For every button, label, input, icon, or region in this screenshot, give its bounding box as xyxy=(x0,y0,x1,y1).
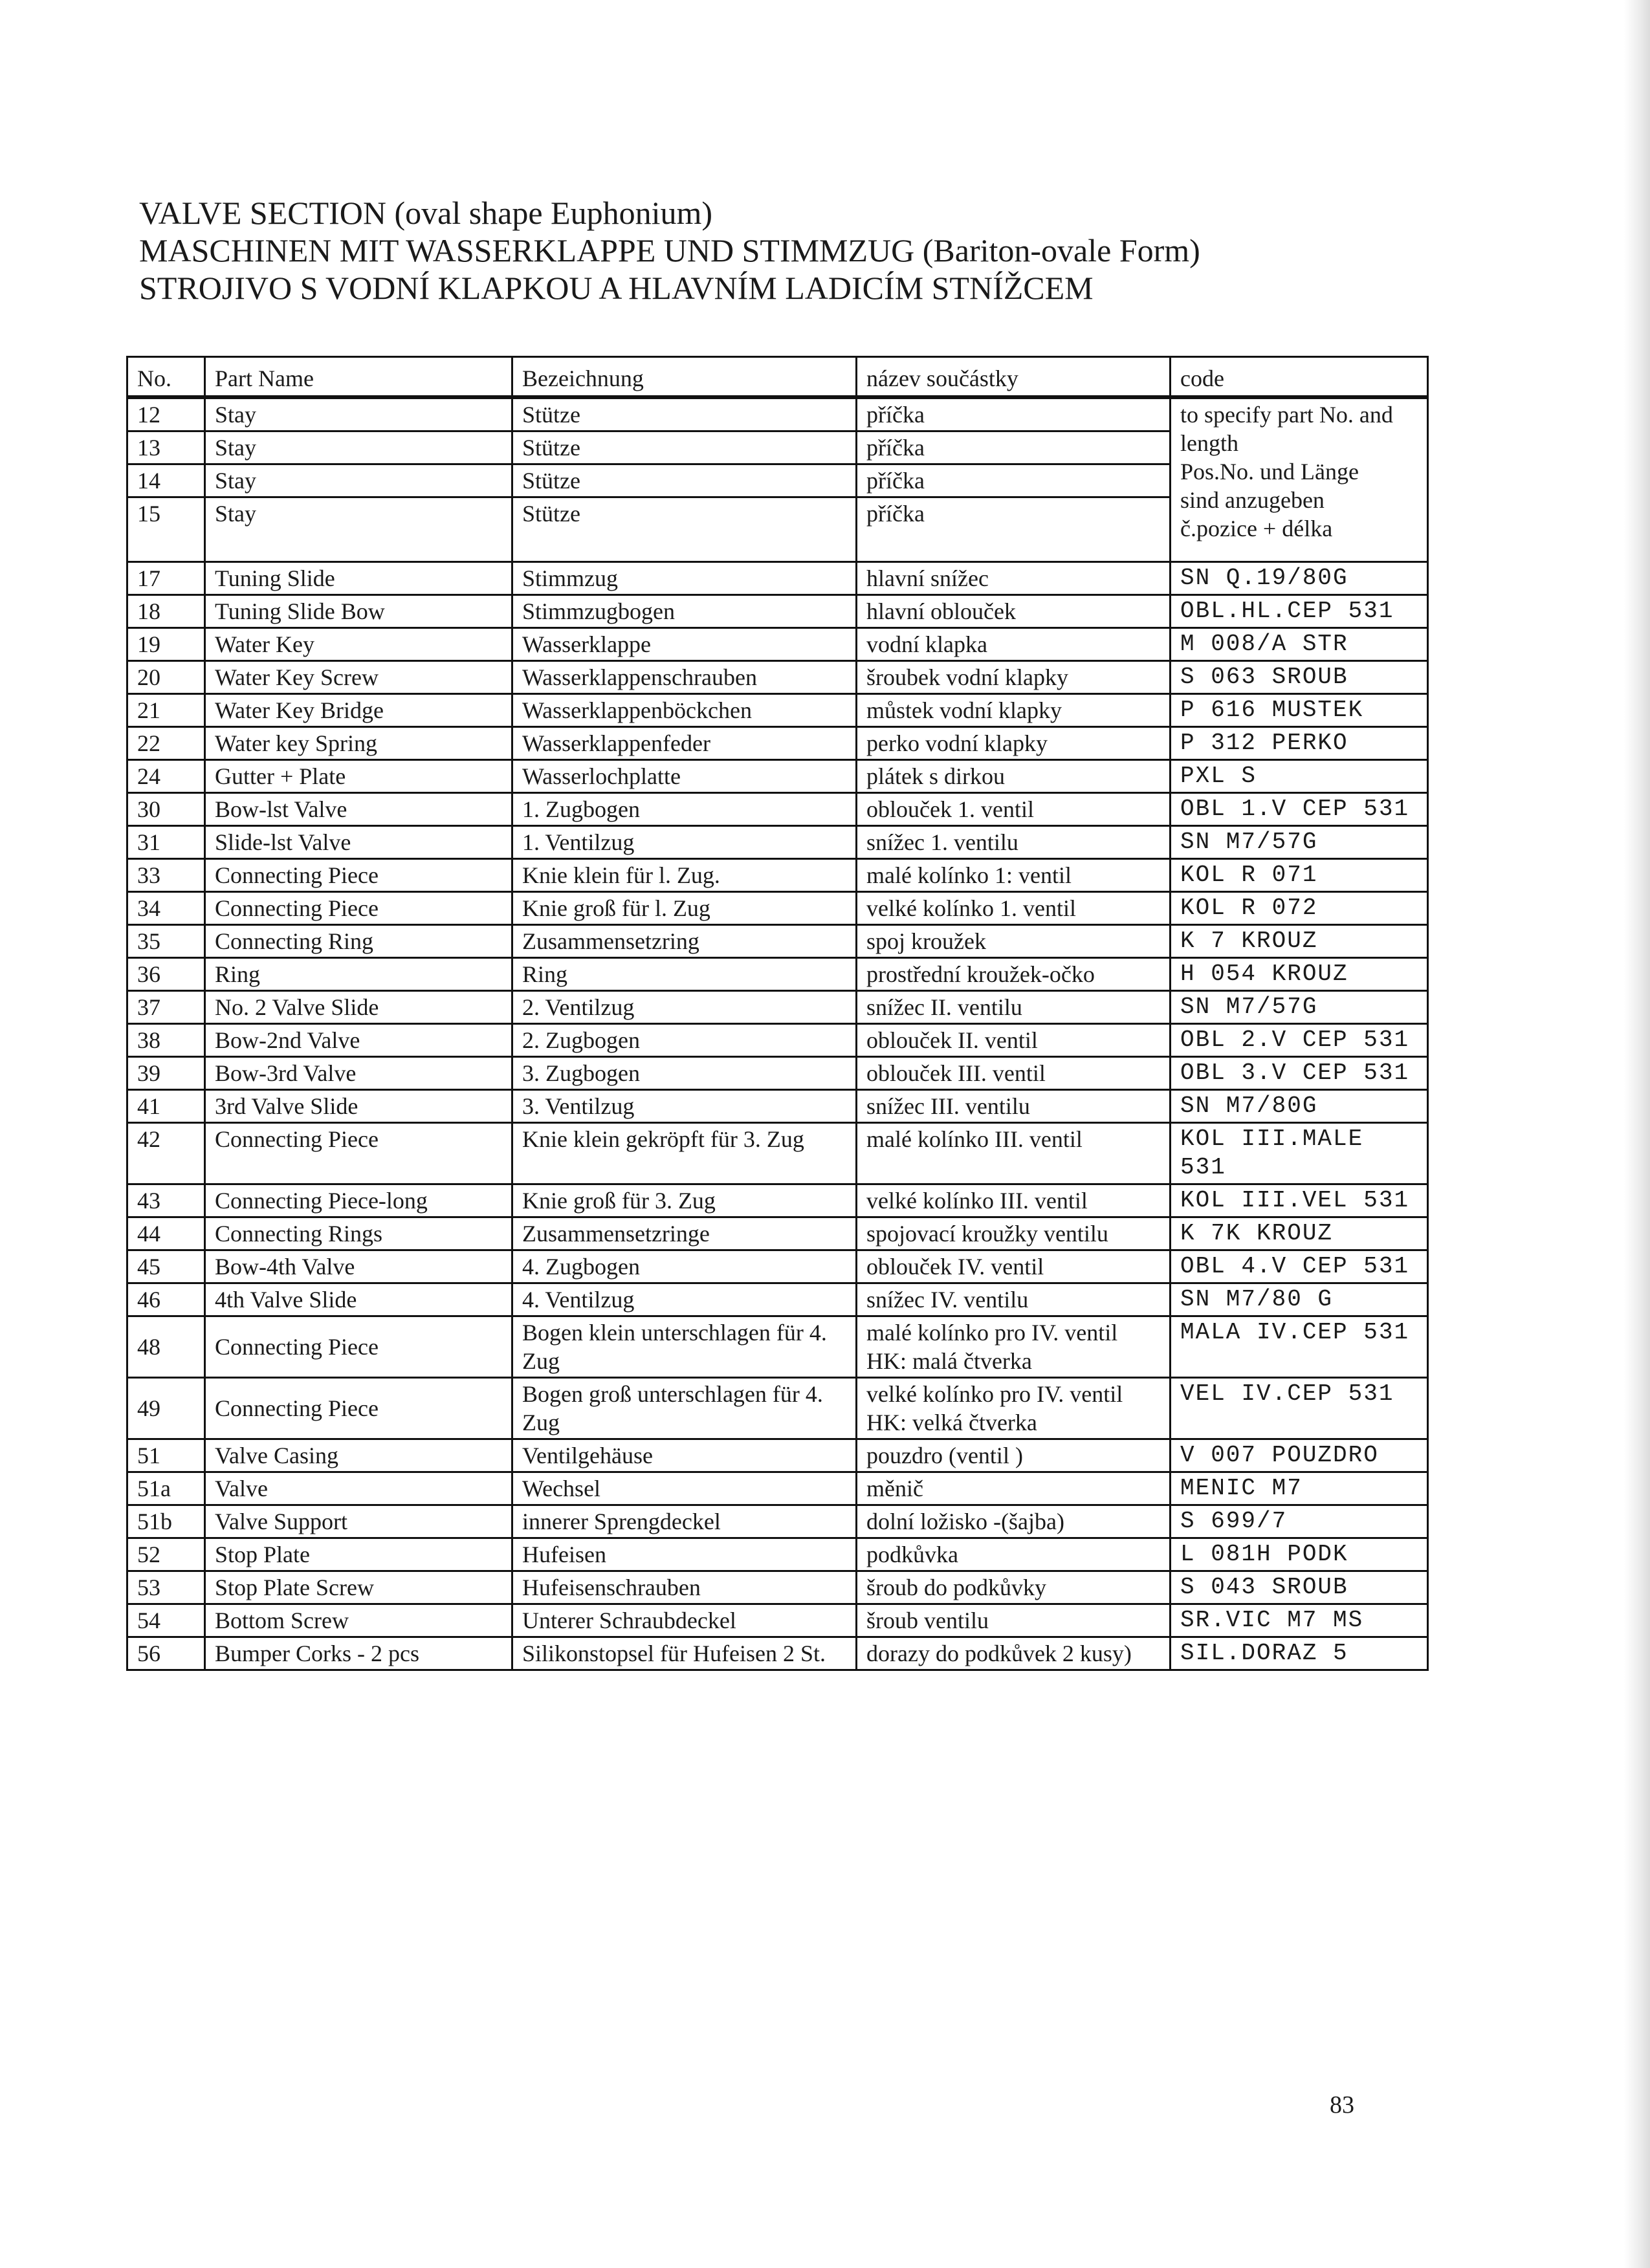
cell-code: OBL 1.V CEP 531 xyxy=(1171,793,1428,826)
parts-table-body xyxy=(127,397,1428,1670)
cell-code: P 616 MUSTEK xyxy=(1171,694,1428,727)
cell-nazev: hlavní oblouček xyxy=(857,595,1171,628)
cell-no: 53 xyxy=(127,1571,205,1604)
table-row xyxy=(127,628,1428,661)
cell-nazev: oblouček 1. ventil xyxy=(857,793,1171,826)
cell-part-name: Connecting Ring xyxy=(205,925,512,958)
cell-no: 44 xyxy=(127,1217,205,1250)
cell-no: 35 xyxy=(127,925,205,958)
table-row xyxy=(127,892,1428,925)
cell-nazev: oblouček II. ventil xyxy=(857,1024,1171,1057)
cell-nazev: malé kolínko pro IV. ventil HK: malá čtverka xyxy=(857,1316,1171,1378)
cell-bezeichnung: Wasserklappe xyxy=(512,628,857,661)
cell-no: 15 xyxy=(127,497,205,562)
cell-no: 41 xyxy=(127,1090,205,1123)
cell-no: 46 xyxy=(127,1283,205,1316)
table-row xyxy=(127,1024,1428,1057)
cell-nazev: plátek s dirkou xyxy=(857,760,1171,793)
cell-no: 34 xyxy=(127,892,205,925)
cell-code: PXL S xyxy=(1171,760,1428,793)
cell-code: SN M7/57G xyxy=(1171,826,1428,859)
cell-code: SIL.DORAZ 5 xyxy=(1171,1637,1428,1670)
cell-part-name: Water Key Screw xyxy=(205,661,512,694)
table-row xyxy=(127,727,1428,760)
cell-nazev: pouzdro (ventil ) xyxy=(857,1439,1171,1472)
cell-part-name: Valve Casing xyxy=(205,1439,512,1472)
cell-part-name: Connecting Piece xyxy=(205,1316,512,1378)
cell-part-name: Connecting Piece xyxy=(205,859,512,892)
table-row xyxy=(127,1378,1428,1439)
cell-bezeichnung: Stimmzug xyxy=(512,562,857,595)
cell-nazev: dorazy do podkůvek 2 kusy) xyxy=(857,1637,1171,1670)
cell-nazev: příčka xyxy=(857,397,1171,431)
cell-no: 30 xyxy=(127,793,205,826)
cell-code: S 699/7 xyxy=(1171,1505,1428,1538)
cell-code: SN M7/57G xyxy=(1171,991,1428,1024)
header-nazev: název součástky xyxy=(857,357,1171,398)
cell-bezeichnung: Wechsel xyxy=(512,1472,857,1505)
cell-code-note xyxy=(1171,397,1428,562)
cell-nazev: hlavní snížec xyxy=(857,562,1171,595)
cell-no: 20 xyxy=(127,661,205,694)
cell-bezeichnung: Wasserlochplatte xyxy=(512,760,857,793)
table-row xyxy=(127,661,1428,694)
header-no: No. xyxy=(127,357,205,398)
cell-no: 22 xyxy=(127,727,205,760)
cell-bezeichnung: 3. Ventilzug xyxy=(512,1090,857,1123)
cell-part-name: Bottom Screw xyxy=(205,1604,512,1637)
title-german: MASCHINEN MIT WASSERKLAPPE UND STIMMZUG (Bariton-ovale Form) xyxy=(139,232,1200,268)
cell-bezeichnung: Knie klein gekröpft für 3. Zug xyxy=(512,1123,857,1184)
cell-no: 51b xyxy=(127,1505,205,1538)
cell-no: 52 xyxy=(127,1538,205,1571)
cell-no: 38 xyxy=(127,1024,205,1057)
table-row xyxy=(127,1637,1428,1670)
table-row xyxy=(127,1472,1428,1505)
cell-part-name: Stay xyxy=(205,464,512,497)
cell-nazev: měnič xyxy=(857,1472,1171,1505)
cell-nazev: podkůvka xyxy=(857,1538,1171,1571)
cell-no: 18 xyxy=(127,595,205,628)
code-note-line: to specify part No. and xyxy=(1180,402,1393,428)
cell-part-name: Stay xyxy=(205,397,512,431)
cell-part-name: Stay xyxy=(205,497,512,562)
cell-bezeichnung: Bogen groß unterschlagen für 4. Zug xyxy=(512,1378,857,1439)
cell-no: 17 xyxy=(127,562,205,595)
table-row xyxy=(127,1217,1428,1250)
header-part-name: Part Name xyxy=(205,357,512,398)
cell-nazev: spoj kroužek xyxy=(857,925,1171,958)
cell-nazev: malé kolínko 1: ventil xyxy=(857,859,1171,892)
cell-no: 51a xyxy=(127,1472,205,1505)
cell-code: MENIC M7 xyxy=(1171,1472,1428,1505)
cell-bezeichnung: Stütze xyxy=(512,497,857,562)
cell-code: S 043 SROUB xyxy=(1171,1571,1428,1604)
cell-part-name: Bumper Corks - 2 pcs xyxy=(205,1637,512,1670)
cell-bezeichnung: 2. Ventilzug xyxy=(512,991,857,1024)
cell-bezeichnung: Hufeisen xyxy=(512,1538,857,1571)
cell-bezeichnung: Wasserklappenböckchen xyxy=(512,694,857,727)
cell-no: 43 xyxy=(127,1184,205,1217)
cell-code: H 054 KROUZ xyxy=(1171,958,1428,991)
cell-no: 39 xyxy=(127,1057,205,1090)
table-row xyxy=(127,1057,1428,1090)
table-row xyxy=(127,760,1428,793)
cell-part-name: No. 2 Valve Slide xyxy=(205,991,512,1024)
code-note-line: Pos.No. und Länge xyxy=(1180,459,1359,485)
cell-part-name: Connecting Rings xyxy=(205,1217,512,1250)
table-row xyxy=(127,1250,1428,1283)
cell-bezeichnung: Zusammensetzringe xyxy=(512,1217,857,1250)
cell-no: 42 xyxy=(127,1123,205,1184)
header-bezeichnung: Bezeichnung xyxy=(512,357,857,398)
code-note-line: sind anzugeben xyxy=(1180,487,1325,513)
cell-code: KOL III.MALE 531 xyxy=(1171,1123,1428,1184)
cell-nazev: snížec III. ventilu xyxy=(857,1090,1171,1123)
code-note-line: č.pozice + délka xyxy=(1180,516,1333,541)
cell-no: 51 xyxy=(127,1439,205,1472)
cell-part-name: Bow-2nd Valve xyxy=(205,1024,512,1057)
cell-nazev: šroub do podkůvky xyxy=(857,1571,1171,1604)
cell-code: SN M7/80 G xyxy=(1171,1283,1428,1316)
cell-bezeichnung: 1. Zugbogen xyxy=(512,793,857,826)
cell-bezeichnung: Knie groß für l. Zug xyxy=(512,892,857,925)
cell-bezeichnung: Stimmzugbogen xyxy=(512,595,857,628)
table-row xyxy=(127,694,1428,727)
cell-code: P 312 PERKO xyxy=(1171,727,1428,760)
title-czech: STROJIVO S VODNÍ KLAPKOU A HLAVNÍM LADICÍM STNÍŽCEM xyxy=(139,270,1094,306)
table-row xyxy=(127,793,1428,826)
cell-bezeichnung: Ring xyxy=(512,958,857,991)
cell-nazev: snížec 1. ventilu xyxy=(857,826,1171,859)
table-row xyxy=(127,1604,1428,1637)
table-row xyxy=(127,1571,1428,1604)
cell-bezeichnung: 4. Zugbogen xyxy=(512,1250,857,1283)
cell-nazev: příčka xyxy=(857,497,1171,562)
cell-code: L 081H PODK xyxy=(1171,1538,1428,1571)
table-row xyxy=(127,595,1428,628)
table-row xyxy=(127,397,1428,431)
cell-nazev: velké kolínko pro IV. ventil HK: velká čtverka xyxy=(857,1378,1171,1439)
cell-code: SN M7/80G xyxy=(1171,1090,1428,1123)
cell-bezeichnung: innerer Sprengdeckel xyxy=(512,1505,857,1538)
scan-edge-shadow xyxy=(1624,0,1650,2268)
parts-table xyxy=(126,356,1429,1671)
table-row xyxy=(127,1439,1428,1472)
cell-no: 14 xyxy=(127,464,205,497)
cell-no: 36 xyxy=(127,958,205,991)
table-row xyxy=(127,859,1428,892)
cell-nazev: perko vodní klapky xyxy=(857,727,1171,760)
cell-no: 49 xyxy=(127,1378,205,1439)
cell-part-name: Bow-lst Valve xyxy=(205,793,512,826)
cell-bezeichnung: Stütze xyxy=(512,397,857,431)
document-titles xyxy=(139,194,1200,307)
cell-part-name: Water Key Bridge xyxy=(205,694,512,727)
cell-nazev: snížec IV. ventilu xyxy=(857,1283,1171,1316)
cell-code: MALA IV.CEP 531 xyxy=(1171,1316,1428,1378)
cell-part-name: 4th Valve Slide xyxy=(205,1283,512,1316)
table-row xyxy=(127,958,1428,991)
cell-nazev: velké kolínko III. ventil xyxy=(857,1184,1171,1217)
cell-code: KOL III.VEL 531 xyxy=(1171,1184,1428,1217)
table-row xyxy=(127,1090,1428,1123)
cell-nazev: velké kolínko 1. ventil xyxy=(857,892,1171,925)
cell-code: OBL 4.V CEP 531 xyxy=(1171,1250,1428,1283)
table-row xyxy=(127,1505,1428,1538)
cell-bezeichnung: Bogen klein unterschlagen für 4. Zug xyxy=(512,1316,857,1378)
cell-nazev: dolní ložisko -(šajba) xyxy=(857,1505,1171,1538)
table-row xyxy=(127,991,1428,1024)
cell-no: 21 xyxy=(127,694,205,727)
cell-part-name: Gutter + Plate xyxy=(205,760,512,793)
cell-bezeichnung: 3. Zugbogen xyxy=(512,1057,857,1090)
cell-part-name: Stop Plate Screw xyxy=(205,1571,512,1604)
code-note-line: length xyxy=(1180,430,1238,456)
cell-code: S 063 SROUB xyxy=(1171,661,1428,694)
cell-part-name: Connecting Piece xyxy=(205,1378,512,1439)
cell-nazev: můstek vodní klapky xyxy=(857,694,1171,727)
cell-code: OBL.HL.CEP 531 xyxy=(1171,595,1428,628)
cell-bezeichnung: Unterer Schraubdeckel xyxy=(512,1604,857,1637)
cell-part-name: Connecting Piece xyxy=(205,1123,512,1184)
cell-part-name: Stay xyxy=(205,431,512,464)
cell-nazev: snížec II. ventilu xyxy=(857,991,1171,1024)
cell-nazev: šroubek vodní klapky xyxy=(857,661,1171,694)
cell-no: 19 xyxy=(127,628,205,661)
cell-bezeichnung: Zusammensetzring xyxy=(512,925,857,958)
cell-no: 33 xyxy=(127,859,205,892)
cell-code: OBL 3.V CEP 531 xyxy=(1171,1057,1428,1090)
cell-code: KOL R 072 xyxy=(1171,892,1428,925)
cell-nazev: oblouček III. ventil xyxy=(857,1057,1171,1090)
cell-no: 24 xyxy=(127,760,205,793)
cell-part-name: Slide-lst Valve xyxy=(205,826,512,859)
cell-bezeichnung: Wasserklappenschrauben xyxy=(512,661,857,694)
cell-part-name: Tuning Slide Bow xyxy=(205,595,512,628)
cell-no: 48 xyxy=(127,1316,205,1378)
cell-nazev: vodní klapka xyxy=(857,628,1171,661)
cell-part-name: Connecting Piece xyxy=(205,892,512,925)
table-row xyxy=(127,925,1428,958)
table-row xyxy=(127,1538,1428,1571)
cell-nazev: příčka xyxy=(857,464,1171,497)
table-row xyxy=(127,1184,1428,1217)
cell-no: 56 xyxy=(127,1637,205,1670)
cell-bezeichnung: Hufeisenschrauben xyxy=(512,1571,857,1604)
cell-no: 37 xyxy=(127,991,205,1024)
cell-part-name: Connecting Piece-long xyxy=(205,1184,512,1217)
cell-code: VEL IV.CEP 531 xyxy=(1171,1378,1428,1439)
cell-part-name: Valve Support xyxy=(205,1505,512,1538)
cell-no: 13 xyxy=(127,431,205,464)
page-number: 83 xyxy=(1330,2091,1354,2119)
cell-code: OBL 2.V CEP 531 xyxy=(1171,1024,1428,1057)
cell-bezeichnung: Wasserklappenfeder xyxy=(512,727,857,760)
cell-no: 31 xyxy=(127,826,205,859)
cell-part-name: Water Key xyxy=(205,628,512,661)
cell-no: 54 xyxy=(127,1604,205,1637)
cell-part-name: Ring xyxy=(205,958,512,991)
table-header-row xyxy=(127,357,1428,398)
cell-bezeichnung: 1. Ventilzug xyxy=(512,826,857,859)
cell-bezeichnung: 4. Ventilzug xyxy=(512,1283,857,1316)
cell-bezeichnung: Silikonstopsel für Hufeisen 2 St. xyxy=(512,1637,857,1670)
cell-part-name: Valve xyxy=(205,1472,512,1505)
title-english: VALVE SECTION (oval shape Euphonium) xyxy=(139,195,713,231)
table-row xyxy=(127,562,1428,595)
cell-nazev: malé kolínko III. ventil xyxy=(857,1123,1171,1184)
table-row xyxy=(127,826,1428,859)
cell-nazev: příčka xyxy=(857,431,1171,464)
cell-nazev: spojovací kroužky ventilu xyxy=(857,1217,1171,1250)
cell-code: KOL R 071 xyxy=(1171,859,1428,892)
cell-bezeichnung: Knie groß für 3. Zug xyxy=(512,1184,857,1217)
cell-part-name: 3rd Valve Slide xyxy=(205,1090,512,1123)
cell-code: K 7 KROUZ xyxy=(1171,925,1428,958)
cell-part-name: Tuning Slide xyxy=(205,562,512,595)
cell-bezeichnung: Knie klein für l. Zug. xyxy=(512,859,857,892)
cell-bezeichnung: Stütze xyxy=(512,464,857,497)
cell-nazev: prostřední kroužek-očko xyxy=(857,958,1171,991)
cell-part-name: Bow-3rd Valve xyxy=(205,1057,512,1090)
table-row xyxy=(127,1123,1428,1184)
table-row xyxy=(127,1283,1428,1316)
cell-code: V 007 POUZDRO xyxy=(1171,1439,1428,1472)
cell-no: 45 xyxy=(127,1250,205,1283)
cell-no: 12 xyxy=(127,397,205,431)
cell-part-name: Stop Plate xyxy=(205,1538,512,1571)
cell-nazev: šroub ventilu xyxy=(857,1604,1171,1637)
cell-part-name: Water key Spring xyxy=(205,727,512,760)
table-row xyxy=(127,1316,1428,1378)
cell-code: M 008/A STR xyxy=(1171,628,1428,661)
cell-code: K 7K KROUZ xyxy=(1171,1217,1428,1250)
cell-nazev: oblouček IV. ventil xyxy=(857,1250,1171,1283)
cell-bezeichnung: Stütze xyxy=(512,431,857,464)
cell-code: SR.VIC M7 MS xyxy=(1171,1604,1428,1637)
cell-code: SN Q.19/80G xyxy=(1171,562,1428,595)
cell-bezeichnung: 2. Zugbogen xyxy=(512,1024,857,1057)
header-code: code xyxy=(1171,357,1428,398)
cell-part-name: Bow-4th Valve xyxy=(205,1250,512,1283)
cell-bezeichnung: Ventilgehäuse xyxy=(512,1439,857,1472)
